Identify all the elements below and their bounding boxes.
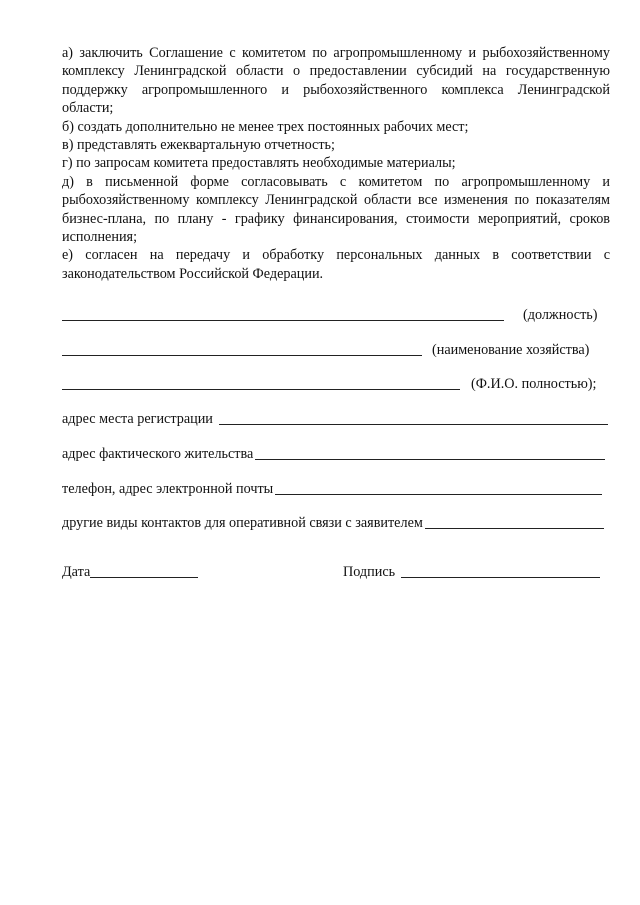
- other-contacts-line[interactable]: [425, 528, 604, 529]
- obligation-e: д) в письменной форме согласовывать с комитетом по агропромышленному и рыбохозяйственному комплексу Ленинградской области все изменения по показателям бизнес-плана, по плану - графику финансирования, стоимости мероприятий, сроков исполнения;: [62, 173, 610, 246]
- registration-address-field[interactable]: [62, 410, 608, 428]
- date-label: Дата: [62, 564, 91, 580]
- registration-address-label: адрес места регистрации: [62, 411, 213, 427]
- full-name-caption: (Ф.И.О. полностью);: [471, 376, 597, 392]
- signature-line[interactable]: [401, 577, 600, 578]
- farm-name-line[interactable]: [62, 355, 422, 356]
- phone-email-label: телефон, адрес электронной почты: [62, 481, 274, 497]
- signature-label: Подпись: [343, 564, 396, 580]
- obligation-b: б) создать дополнительно не менее трех постоянных рабочих мест;: [62, 118, 469, 135]
- signature-field[interactable]: [343, 563, 600, 581]
- obligation-c: в) представлять ежеквартальную отчетность;: [62, 137, 335, 154]
- actual-address-label: адрес фактического жительства: [62, 446, 254, 462]
- registration-address-line[interactable]: [219, 424, 608, 425]
- full-name-line[interactable]: [62, 389, 460, 390]
- other-contacts-field[interactable]: [62, 514, 604, 532]
- farm-name-caption: (наименование хозяйства): [432, 342, 590, 358]
- phone-email-field[interactable]: [62, 480, 602, 498]
- date-field[interactable]: [62, 563, 198, 581]
- phone-email-line[interactable]: [275, 494, 602, 495]
- obligation-d-short: г) по запросам комитета предоставлять необходимые материалы;: [62, 155, 456, 172]
- actual-address-field[interactable]: [62, 445, 605, 463]
- date-line[interactable]: [90, 577, 198, 578]
- obligations-list: [62, 44, 610, 283]
- obligation-f: е) согласен на передачу и обработку персональных данных в соответствии с законодательством Российской Федерации.: [62, 247, 610, 282]
- position-caption: (должность): [523, 307, 598, 323]
- actual-address-line[interactable]: [255, 459, 605, 460]
- other-contacts-label: другие виды контактов для оперативной связи с заявителем: [62, 515, 423, 531]
- obligation-a: а) заключить Соглашение с комитетом по агропромышленному и рыбохозяйственному комплексу Ленинградской области о предоставлении субсидий на государственную поддержку агропромышленного и рыбохозяйственного комплекса Ленинградской области;: [62, 45, 610, 117]
- position-line[interactable]: [62, 320, 504, 321]
